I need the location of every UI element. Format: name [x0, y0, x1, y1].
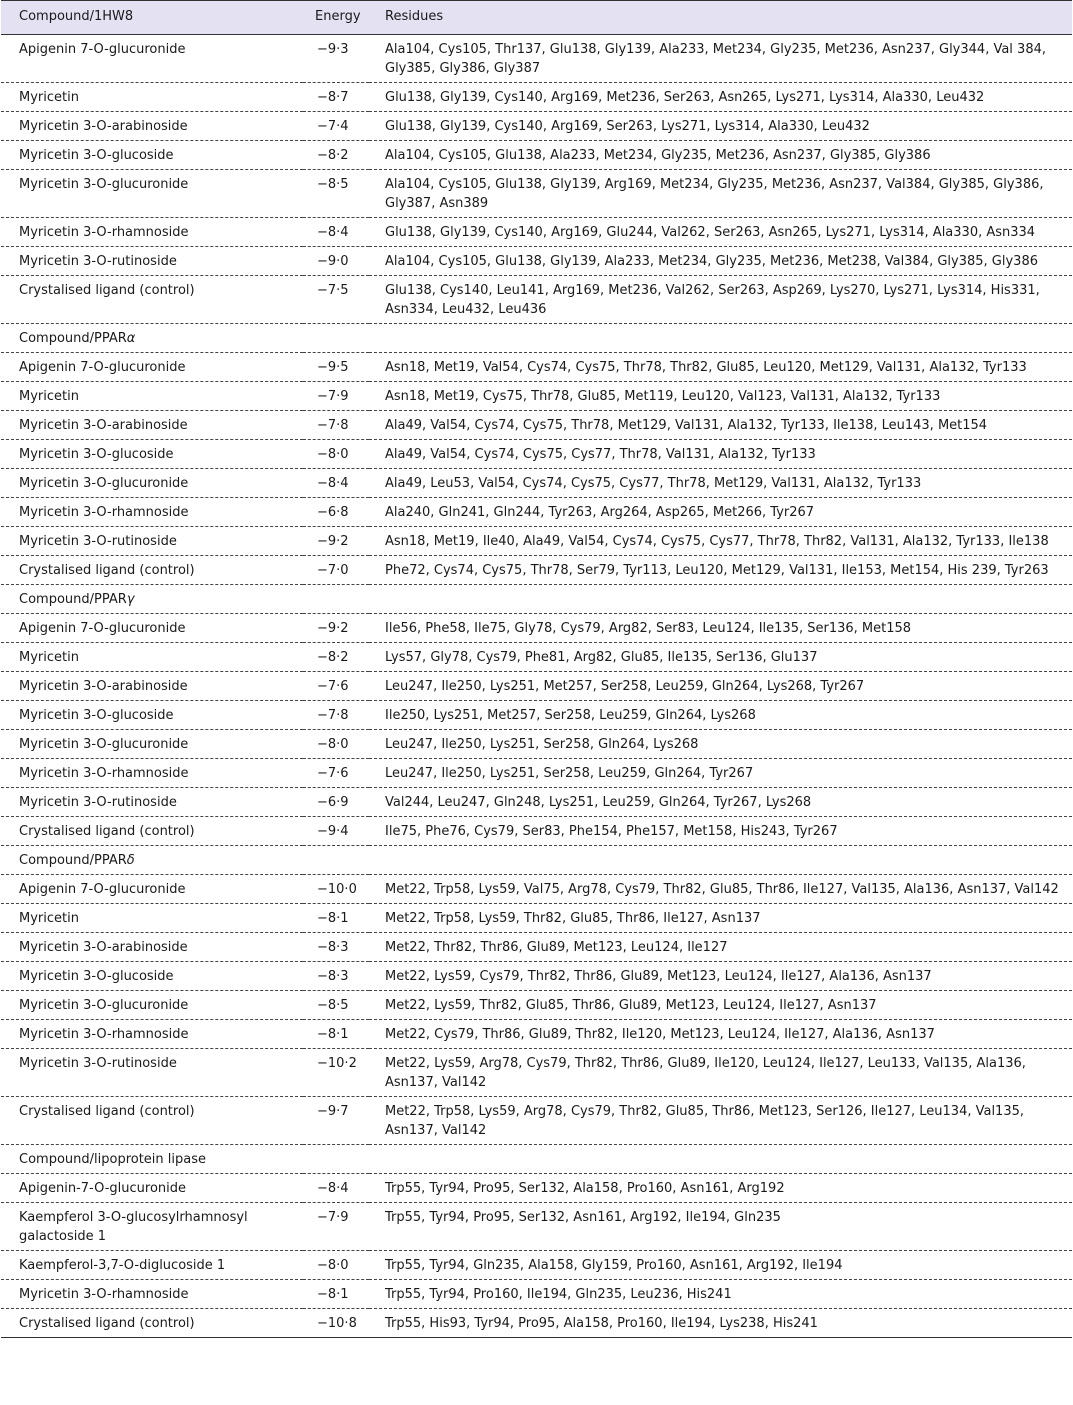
- residues-cell: Lys57, Gly78, Cys79, Phe81, Arg82, Glu85, Ile135, Ser136, Glu137: [369, 643, 1072, 672]
- energy-cell: −9·2: [303, 614, 369, 643]
- energy-cell: −7·9: [303, 382, 369, 411]
- residues-cell: Met22, Thr82, Thr86, Glu89, Met123, Leu124, Ile127: [369, 933, 1072, 962]
- compound-cell: Myricetin 3-O-rhamnoside: [1, 759, 303, 788]
- residues-cell: Ile75, Phe76, Cys79, Ser83, Phe154, Phe157, Met158, His243, Tyr267: [369, 817, 1072, 846]
- compound-cell: Myricetin: [1, 643, 303, 672]
- energy-cell: −8·5: [303, 991, 369, 1020]
- docking-results-table: [1, 0, 1072, 1338]
- table-row: [1, 1049, 1072, 1097]
- residues-cell: Phe72, Cys74, Cys75, Thr78, Ser79, Tyr113, Leu120, Met129, Val131, Ile153, Met154, His 239, Tyr263: [369, 556, 1072, 585]
- table-row: [1, 817, 1072, 846]
- energy-cell: −8·3: [303, 933, 369, 962]
- compound-cell: Myricetin: [1, 904, 303, 933]
- residues-cell: Leu247, Ile250, Lys251, Met257, Ser258, Leu259, Gln264, Lys268, Tyr267: [369, 672, 1072, 701]
- compound-cell: Myricetin 3-O-glucoside: [1, 962, 303, 991]
- energy-cell: −9·5: [303, 353, 369, 382]
- compound-cell: Apigenin 7-O-glucuronide: [1, 35, 303, 83]
- section-row: [1, 1145, 1072, 1174]
- compound-cell: Myricetin 3-O-glucuronide: [1, 469, 303, 498]
- residues-cell: Asn18, Met19, Cys75, Thr78, Glu85, Met119, Leu120, Val123, Val131, Ala132, Tyr133: [369, 382, 1072, 411]
- table-row: [1, 556, 1072, 585]
- energy-cell: −8·0: [303, 440, 369, 469]
- header-energy: Energy: [303, 1, 369, 35]
- compound-cell: Apigenin 7-O-glucuronide: [1, 875, 303, 904]
- compound-cell: Myricetin 3-O-rutinoside: [1, 788, 303, 817]
- energy-cell: −9·2: [303, 527, 369, 556]
- residues-cell: Leu247, Ile250, Lys251, Ser258, Gln264, Lys268: [369, 730, 1072, 759]
- table-row: [1, 614, 1072, 643]
- residues-cell: Met22, Trp58, Lys59, Arg78, Cys79, Thr82, Glu85, Thr86, Met123, Ser126, Ile127, Leu134, Val135, Asn137, Val142: [369, 1097, 1072, 1145]
- section-label: Compound/lipoprotein lipase: [19, 1152, 206, 1167]
- table-row: [1, 643, 1072, 672]
- residues-cell: Glu138, Gly139, Cys140, Arg169, Glu244, Val262, Ser263, Asn265, Lys271, Lys314, Ala330, Asn334: [369, 218, 1072, 247]
- table-row: [1, 353, 1072, 382]
- table-row: [1, 170, 1072, 218]
- energy-cell: −7·4: [303, 112, 369, 141]
- table-row: [1, 1280, 1072, 1309]
- compound-cell: Kaempferol 3-O-glucosylrhamnosyl galactoside 1: [1, 1203, 303, 1251]
- energy-cell: −9·4: [303, 817, 369, 846]
- table-row: [1, 701, 1072, 730]
- energy-cell: −8·0: [303, 730, 369, 759]
- residues-cell: Trp55, His93, Tyr94, Pro95, Ala158, Pro160, Ile194, Lys238, His241: [369, 1309, 1072, 1338]
- table-row: [1, 730, 1072, 759]
- table-row: [1, 1251, 1072, 1280]
- compound-cell: Myricetin 3-O-glucoside: [1, 141, 303, 170]
- compound-cell: Apigenin 7-O-glucuronide: [1, 614, 303, 643]
- compound-cell: Apigenin 7-O-glucuronide: [1, 353, 303, 382]
- table-row: [1, 469, 1072, 498]
- section-label: Compound/PPAR: [19, 853, 127, 868]
- residues-cell: Trp55, Tyr94, Pro95, Ser132, Ala158, Pro160, Asn161, Arg192: [369, 1174, 1072, 1203]
- energy-cell: −8·7: [303, 83, 369, 112]
- compound-cell: Myricetin 3-O-rutinoside: [1, 1049, 303, 1097]
- energy-cell: −8·1: [303, 1280, 369, 1309]
- energy-cell: −8·3: [303, 962, 369, 991]
- section-greek-symbol: α: [126, 331, 136, 346]
- compound-cell: Myricetin: [1, 83, 303, 112]
- header-row: [1, 1, 1072, 35]
- table-row: [1, 1174, 1072, 1203]
- compound-cell: Myricetin: [1, 382, 303, 411]
- residues-cell: Met22, Cys79, Thr86, Glu89, Thr82, Ile120, Met123, Leu124, Ile127, Ala136, Asn137: [369, 1020, 1072, 1049]
- compound-cell: Kaempferol-3,7-O-diglucoside 1: [1, 1251, 303, 1280]
- table-row: [1, 141, 1072, 170]
- table-row: [1, 382, 1072, 411]
- compound-cell: Crystalised ligand (control): [1, 1097, 303, 1145]
- section-heading: [1, 846, 1072, 875]
- compound-cell: Myricetin 3-O-arabinoside: [1, 933, 303, 962]
- energy-cell: −8·2: [303, 643, 369, 672]
- residues-cell: Trp55, Tyr94, Pro95, Ser132, Asn161, Arg192, Ile194, Gln235: [369, 1203, 1072, 1251]
- compound-cell: Myricetin 3-O-arabinoside: [1, 112, 303, 141]
- compound-cell: Myricetin 3-O-glucuronide: [1, 730, 303, 759]
- energy-cell: −6·9: [303, 788, 369, 817]
- residues-cell: Trp55, Tyr94, Gln235, Ala158, Gly159, Pro160, Asn161, Arg192, Ile194: [369, 1251, 1072, 1280]
- table-row: [1, 962, 1072, 991]
- section-heading: [1, 1145, 1072, 1174]
- compound-cell: Crystalised ligand (control): [1, 556, 303, 585]
- table-row: [1, 875, 1072, 904]
- energy-cell: −7·5: [303, 276, 369, 324]
- residues-cell: Ala49, Val54, Cys74, Cys75, Cys77, Thr78, Val131, Ala132, Tyr133: [369, 440, 1072, 469]
- energy-cell: −10·2: [303, 1049, 369, 1097]
- residues-cell: Met22, Trp58, Lys59, Val75, Arg78, Cys79, Thr82, Glu85, Thr86, Ile127, Val135, Ala136, Asn137, Val142: [369, 875, 1072, 904]
- table-row: [1, 218, 1072, 247]
- table-row: [1, 440, 1072, 469]
- compound-cell: Myricetin 3-O-glucuronide: [1, 991, 303, 1020]
- compound-cell: Crystalised ligand (control): [1, 276, 303, 324]
- energy-cell: −8·4: [303, 1174, 369, 1203]
- table-row: [1, 904, 1072, 933]
- residues-cell: Ala104, Cys105, Glu138, Gly139, Arg169, Met234, Gly235, Met236, Asn237, Val384, Gly385, Gly386, Gly387, Asn389: [369, 170, 1072, 218]
- residues-cell: Ala49, Val54, Cys74, Cys75, Thr78, Met129, Val131, Ala132, Tyr133, Ile138, Leu143, Met154: [369, 411, 1072, 440]
- table-row: [1, 1309, 1072, 1338]
- energy-cell: −7·8: [303, 701, 369, 730]
- table-row: [1, 672, 1072, 701]
- section-greek-symbol: γ: [126, 592, 135, 607]
- energy-cell: −8·0: [303, 1251, 369, 1280]
- compound-cell: Myricetin 3-O-glucoside: [1, 701, 303, 730]
- table-row: [1, 991, 1072, 1020]
- residues-cell: Trp55, Tyr94, Pro160, Ile194, Gln235, Leu236, His241: [369, 1280, 1072, 1309]
- table-row: [1, 498, 1072, 527]
- table-body: [1, 35, 1072, 1338]
- energy-cell: −8·4: [303, 469, 369, 498]
- section-heading: [1, 324, 1072, 353]
- table-row: [1, 933, 1072, 962]
- energy-cell: −8·1: [303, 904, 369, 933]
- residues-cell: Met22, Trp58, Lys59, Thr82, Glu85, Thr86, Ile127, Asn137: [369, 904, 1072, 933]
- section-label: Compound/PPAR: [19, 592, 127, 607]
- section-greek-symbol: δ: [126, 853, 135, 868]
- header-compound: Compound/1HW8: [1, 1, 303, 35]
- residues-cell: Met22, Lys59, Arg78, Cys79, Thr82, Thr86, Glu89, Ile120, Leu124, Ile127, Leu133, Val135, Ala136, Asn137, Val142: [369, 1049, 1072, 1097]
- table-row: [1, 112, 1072, 141]
- residues-cell: Ile56, Phe58, Ile75, Gly78, Cys79, Arg82, Ser83, Leu124, Ile135, Ser136, Met158: [369, 614, 1072, 643]
- compound-cell: Myricetin 3-O-rhamnoside: [1, 1020, 303, 1049]
- table-row: [1, 35, 1072, 83]
- residues-cell: Val244, Leu247, Gln248, Lys251, Leu259, Gln264, Tyr267, Lys268: [369, 788, 1072, 817]
- compound-cell: Crystalised ligand (control): [1, 1309, 303, 1338]
- residues-cell: Glu138, Cys140, Leu141, Arg169, Met236, Val262, Ser263, Asp269, Lys270, Lys271, Lys314, His331, Asn334, Leu432, Leu436: [369, 276, 1072, 324]
- energy-cell: −8·4: [303, 218, 369, 247]
- residues-cell: Ala104, Cys105, Glu138, Ala233, Met234, Gly235, Met236, Asn237, Gly385, Gly386: [369, 141, 1072, 170]
- compound-cell: Myricetin 3-O-rhamnoside: [1, 498, 303, 527]
- section-row: [1, 585, 1072, 614]
- residues-cell: Asn18, Met19, Ile40, Ala49, Val54, Cys74, Cys75, Cys77, Thr78, Thr82, Val131, Ala132, Tyr133, Ile138: [369, 527, 1072, 556]
- compound-cell: Apigenin-7-O-glucuronide: [1, 1174, 303, 1203]
- energy-cell: −6·8: [303, 498, 369, 527]
- energy-cell: −7·8: [303, 411, 369, 440]
- compound-cell: Myricetin 3-O-arabinoside: [1, 411, 303, 440]
- section-row: [1, 846, 1072, 875]
- residues-cell: Met22, Lys59, Thr82, Glu85, Thr86, Glu89, Met123, Leu124, Ile127, Asn137: [369, 991, 1072, 1020]
- residues-cell: Ala49, Leu53, Val54, Cys74, Cys75, Cys77, Thr78, Met129, Val131, Ala132, Tyr133: [369, 469, 1072, 498]
- energy-cell: −10·0: [303, 875, 369, 904]
- compound-cell: Myricetin 3-O-arabinoside: [1, 672, 303, 701]
- energy-cell: −7·9: [303, 1203, 369, 1251]
- residues-cell: Asn18, Met19, Val54, Cys74, Cys75, Thr78, Thr82, Glu85, Leu120, Met129, Val131, Ala132, Tyr133: [369, 353, 1072, 382]
- table-row: [1, 1097, 1072, 1145]
- table-row: [1, 83, 1072, 112]
- compound-cell: Myricetin 3-O-glucoside: [1, 440, 303, 469]
- table-row: [1, 527, 1072, 556]
- table-row: [1, 276, 1072, 324]
- energy-cell: −8·2: [303, 141, 369, 170]
- energy-cell: −9·0: [303, 247, 369, 276]
- compound-cell: Myricetin 3-O-rutinoside: [1, 247, 303, 276]
- energy-cell: −10·8: [303, 1309, 369, 1338]
- table-header: [1, 1, 1072, 35]
- table-row: [1, 1020, 1072, 1049]
- residues-cell: Met22, Lys59, Cys79, Thr82, Thr86, Glu89, Met123, Leu124, Ile127, Ala136, Asn137: [369, 962, 1072, 991]
- section-label: Compound/PPAR: [19, 331, 127, 346]
- residues-cell: Leu247, Ile250, Lys251, Ser258, Leu259, Gln264, Tyr267: [369, 759, 1072, 788]
- energy-cell: −7·6: [303, 759, 369, 788]
- header-residues: Residues: [369, 1, 1072, 35]
- compound-cell: Crystalised ligand (control): [1, 817, 303, 846]
- residues-cell: Glu138, Gly139, Cys140, Arg169, Met236, Ser263, Asn265, Lys271, Lys314, Ala330, Leu432: [369, 83, 1072, 112]
- table-row: [1, 247, 1072, 276]
- energy-cell: −7·0: [303, 556, 369, 585]
- energy-cell: −8·5: [303, 170, 369, 218]
- table-row: [1, 788, 1072, 817]
- compound-cell: Myricetin 3-O-rhamnoside: [1, 1280, 303, 1309]
- energy-cell: −8·1: [303, 1020, 369, 1049]
- table-row: [1, 1203, 1072, 1251]
- compound-cell: Myricetin 3-O-glucuronide: [1, 170, 303, 218]
- residues-cell: Ala104, Cys105, Glu138, Gly139, Ala233, Met234, Gly235, Met236, Met238, Val384, Gly385, Gly386: [369, 247, 1072, 276]
- energy-cell: −9·7: [303, 1097, 369, 1145]
- energy-cell: −9·3: [303, 35, 369, 83]
- residues-cell: Ile250, Lys251, Met257, Ser258, Leu259, Gln264, Lys268: [369, 701, 1072, 730]
- compound-cell: Myricetin 3-O-rutinoside: [1, 527, 303, 556]
- section-heading: [1, 585, 1072, 614]
- table-row: [1, 411, 1072, 440]
- table-row: [1, 759, 1072, 788]
- residues-cell: Ala240, Gln241, Gln244, Tyr263, Arg264, Asp265, Met266, Tyr267: [369, 498, 1072, 527]
- residues-cell: Ala104, Cys105, Thr137, Glu138, Gly139, Ala233, Met234, Gly235, Met236, Asn237, Gly344, Val 384, Gly385, Gly386, Gly387: [369, 35, 1072, 83]
- energy-cell: −7·6: [303, 672, 369, 701]
- compound-cell: Myricetin 3-O-rhamnoside: [1, 218, 303, 247]
- residues-cell: Glu138, Gly139, Cys140, Arg169, Ser263, Lys271, Lys314, Ala330, Leu432: [369, 112, 1072, 141]
- section-row: [1, 324, 1072, 353]
